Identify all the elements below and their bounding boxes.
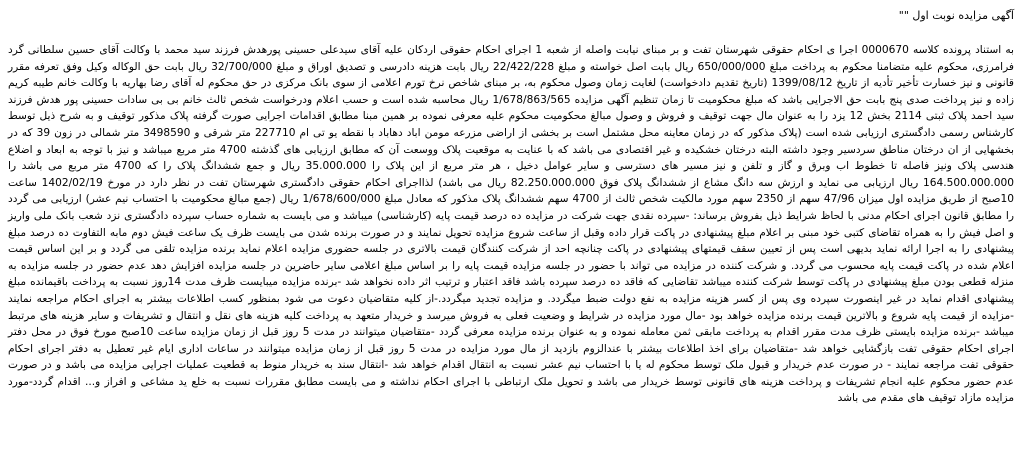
notice-body: به استناد پرونده کلاسه 0000670 اجرا ی احکام حقوقی شهرستان تفت و بر مبنای نیابت واصله از شعبه 1 اجرای احکام حقوقی اردکان علیه آقای سیدعلی حسینی پورهدش فرزند سید محمد با وکالت آقای حسین سلطانی گرد فرامرزی، محکوم علیه متضامنا محکوم به پرداخت مبلغ 650/000/000 ریال بابت اصل خواسته و مبلغ 22/422/228 ریال بابت هزینه دادرسی و تصدیق اوراق و مبلغ 32/700/000 ریال بابت حق الوکاله وکیل وفق تعرفه مقرر قانونی و نیز خسارت تأخیر تأدیه از تاریخ 1399/08/12 (تاریخ تقدیم دادخواست) لغایت زمان وصول محکوم به، بر مبنای شاخص نرخ تورم اعلامی از سوی بانک مرکزی در حق محکوم له آقای رضا بهاریه با وکالت خانم طیبه کریم زاده و نیز پرداخت صدی پنج بابت حق الاجرایی باشد که مبلغ محکومیت تا زمان تنظیم آگهی مزایده 1/678/863/565 ریال محاسبه شده است و حسب اعلام ودرخواست شخص ثالث خانم بی بی سادات حسینی پور هدش فرزند سید احمد پلاک ثبتی 2114 بخش 12 یزد را به عنوان مال جهت توقیف و فروش و وصول مبالغ محکومیت محکوم علیه معرفی نموده بر همین مبنا مطابق اقدامات اجرایی صورت گرفته پلاک مذکور توقیف و به شرح ذیل توسط کارشناس رسمی دادگستری ارزیابی شده است (پلاک مذکور که در زمان معاینه محل مشتمل است بر بخشی از اراضی مزرعه مومن اباد دهاباد با نقطه یو تی ام 227710 متر شرقی و 3498590 متر شمالی در زون 39 که در بخشهایی از ان درختان مناطق سردسیر وجود داشته البته درختان خشکیده و غیر اقتصادی می باشد که با عنایت به موقعیت پلاک ووسعت آن که مطابق ارزیابی های گذشته 4700 متر مربع میباشد و نیز با توجه به ابعاد و اضلاع هندسی پلاک ونیز فاصله تا خطوط اب وبرق و گاز و تلفن و نیز مسیر های دسترسی و سایر عوامل دخیل ، هر متر مربع از این پلاک را 35.000.000 ریال و جمع ششدانگ پلاک را که 4700 متر مربع می باشد را 164.500.000.000 ریال ارزیابی می نماید و ارزش سه دانگ مشاع از ششدانگ پلاک فوق 82.250.000.000 ریال می باشد) لذااجرای احکام حقوقی دادگستری شهرستان تفت در نظر دارد در مورخ 1402/02/19 ساعت 10صبح از طریق مزایده اول میزان 47/96 سهم از 2350 سهم مورد مالکیت شخص ثالث از 4700 سهم ششدانگ پلاک مذکور که معادل مبلغ 1/678/600/000 ریال (جمع مبالغ محکومیت با احتساب نیم عشر) ارزیابی می گردد را مطابق قانون اجرای احکام مدنی با لحاظ شرایط ذیل بفروش برساند: -سپرده نقدی جهت شرکت در مزایده ده درصد قیمت پایه (کارشناسی) میباشد و می بایست به شماره حساب سپرده دادگستری نزد شعب بانک ملی واریز و اصل فیش را به همراه تقاضای کتبی خود مبنی بر اعلام مبلغ پیشنهادی در پاکت قرار داده وقبل از ساعت شروع مزایده تحویل نمایند و در صورت برنده شدن می بایست ظرف یک ساعت فیش دوم مابه التفاوت ده درصد مبلغ پیشنهادی را به اجرا ارائه نماید بدیهی است پس از تعیین سقف قیمتهای پیشنهادی در پاکت چنانچه احد از شرکت کنندگان قیمت بالاتری در جلسه حضوری مزایده اعلام نماید برنده مزایده تلقی می گردد و بر این اساس قیمت اعلام شده در پاکت قیمت پایه محسوب می گردد. و شرکت کننده در مزایده می تواند با حضور در جلسه مزایده قیمت پایه را بر اساس مبلغ اعلامی سایر حاضرین در جلسه مزایده افزایش دهد عدم حضور در جلسه مزایده به منزله قطعی بودن مبلغ پیشنهادی در پاکت توسط شرکت کننده میباشد تقاضایی که فاقد ده درصد سپرده باشد فاقد اعتبار و ترتیب اثر داده نخواهد شد -برنده مزایده میبایست ظرف مدت 14روز نسبت به پرداخت باقیمانده مبلغ پیشنهادی اقدام نماید در غیر اینصورت سپرده وی پس از کسر هزینه مزایده به نفع دولت ضبط میگردد. و مزایده تجدید میگردد.-از کلیه متقاضیان دعوت می شود بمنظور کسب اطلاعات بیشتر به اجرای احکام مراجعه نمایند -مزایده از قیمت پایه شروع و بالاترین قیمت برنده مزایده خواهد بود -مال مورد مزایده در شرایط و وضعیت فعلی به فروش میرسد و خریدار متعهد به پرداخت کلیه هزینه های نقل و انتقال و تشریفات و سایر هزینه های مرتبط میباشد -برنده مزایده بایستی ظرف مدت مقرر اقدام به پرداخت مابقی ثمن معامله نموده و به عنوان برنده مزایده معرفی گردد -متقاضیان میتوانند در مدت 5 روز قبل از زمان مزایده ساعت 10صبح مورخ فوق در محل دفتر اجرای احکام حقوقی تفت بازگشایی خواهد شد -متقاضیان برای اخذ اطلاعات بیشتر با عندالزوم بازدید از مال مورد مزایده در مدت 5 روز قبل از زمان مزایده میتوانند در ساعات اداری ایام غیر تعطیل به دفتر اجرای احکام حقوقی تفت مراجعه نمایند - در صورت عدم خریدار و قبول ملک توسط محکوم له یا با احتساب نیم عشر نسبت به انتقال اقدام خواهد شد -انتقال سند به خریدار منوط به قطعیت عملیات اجرایی مزایده می باشد و در صورت عدم حضور محکوم علیه انجام تشریفات و پرداخت هزینه های قانونی توسط خریدار می باشد و تحویل ملک ارتباطی با اجرای احکام نداشته و می بایست مطابق مقررات نسبت به خلع ید مشاعی و افراز و... اقدام گردد-مورد مزایده مازاد توقیف های مقدم می باشد — [8, 44, 1015, 405]
notice-title: آگهی مزایده نوبت اول "" — [898, 9, 1014, 22]
